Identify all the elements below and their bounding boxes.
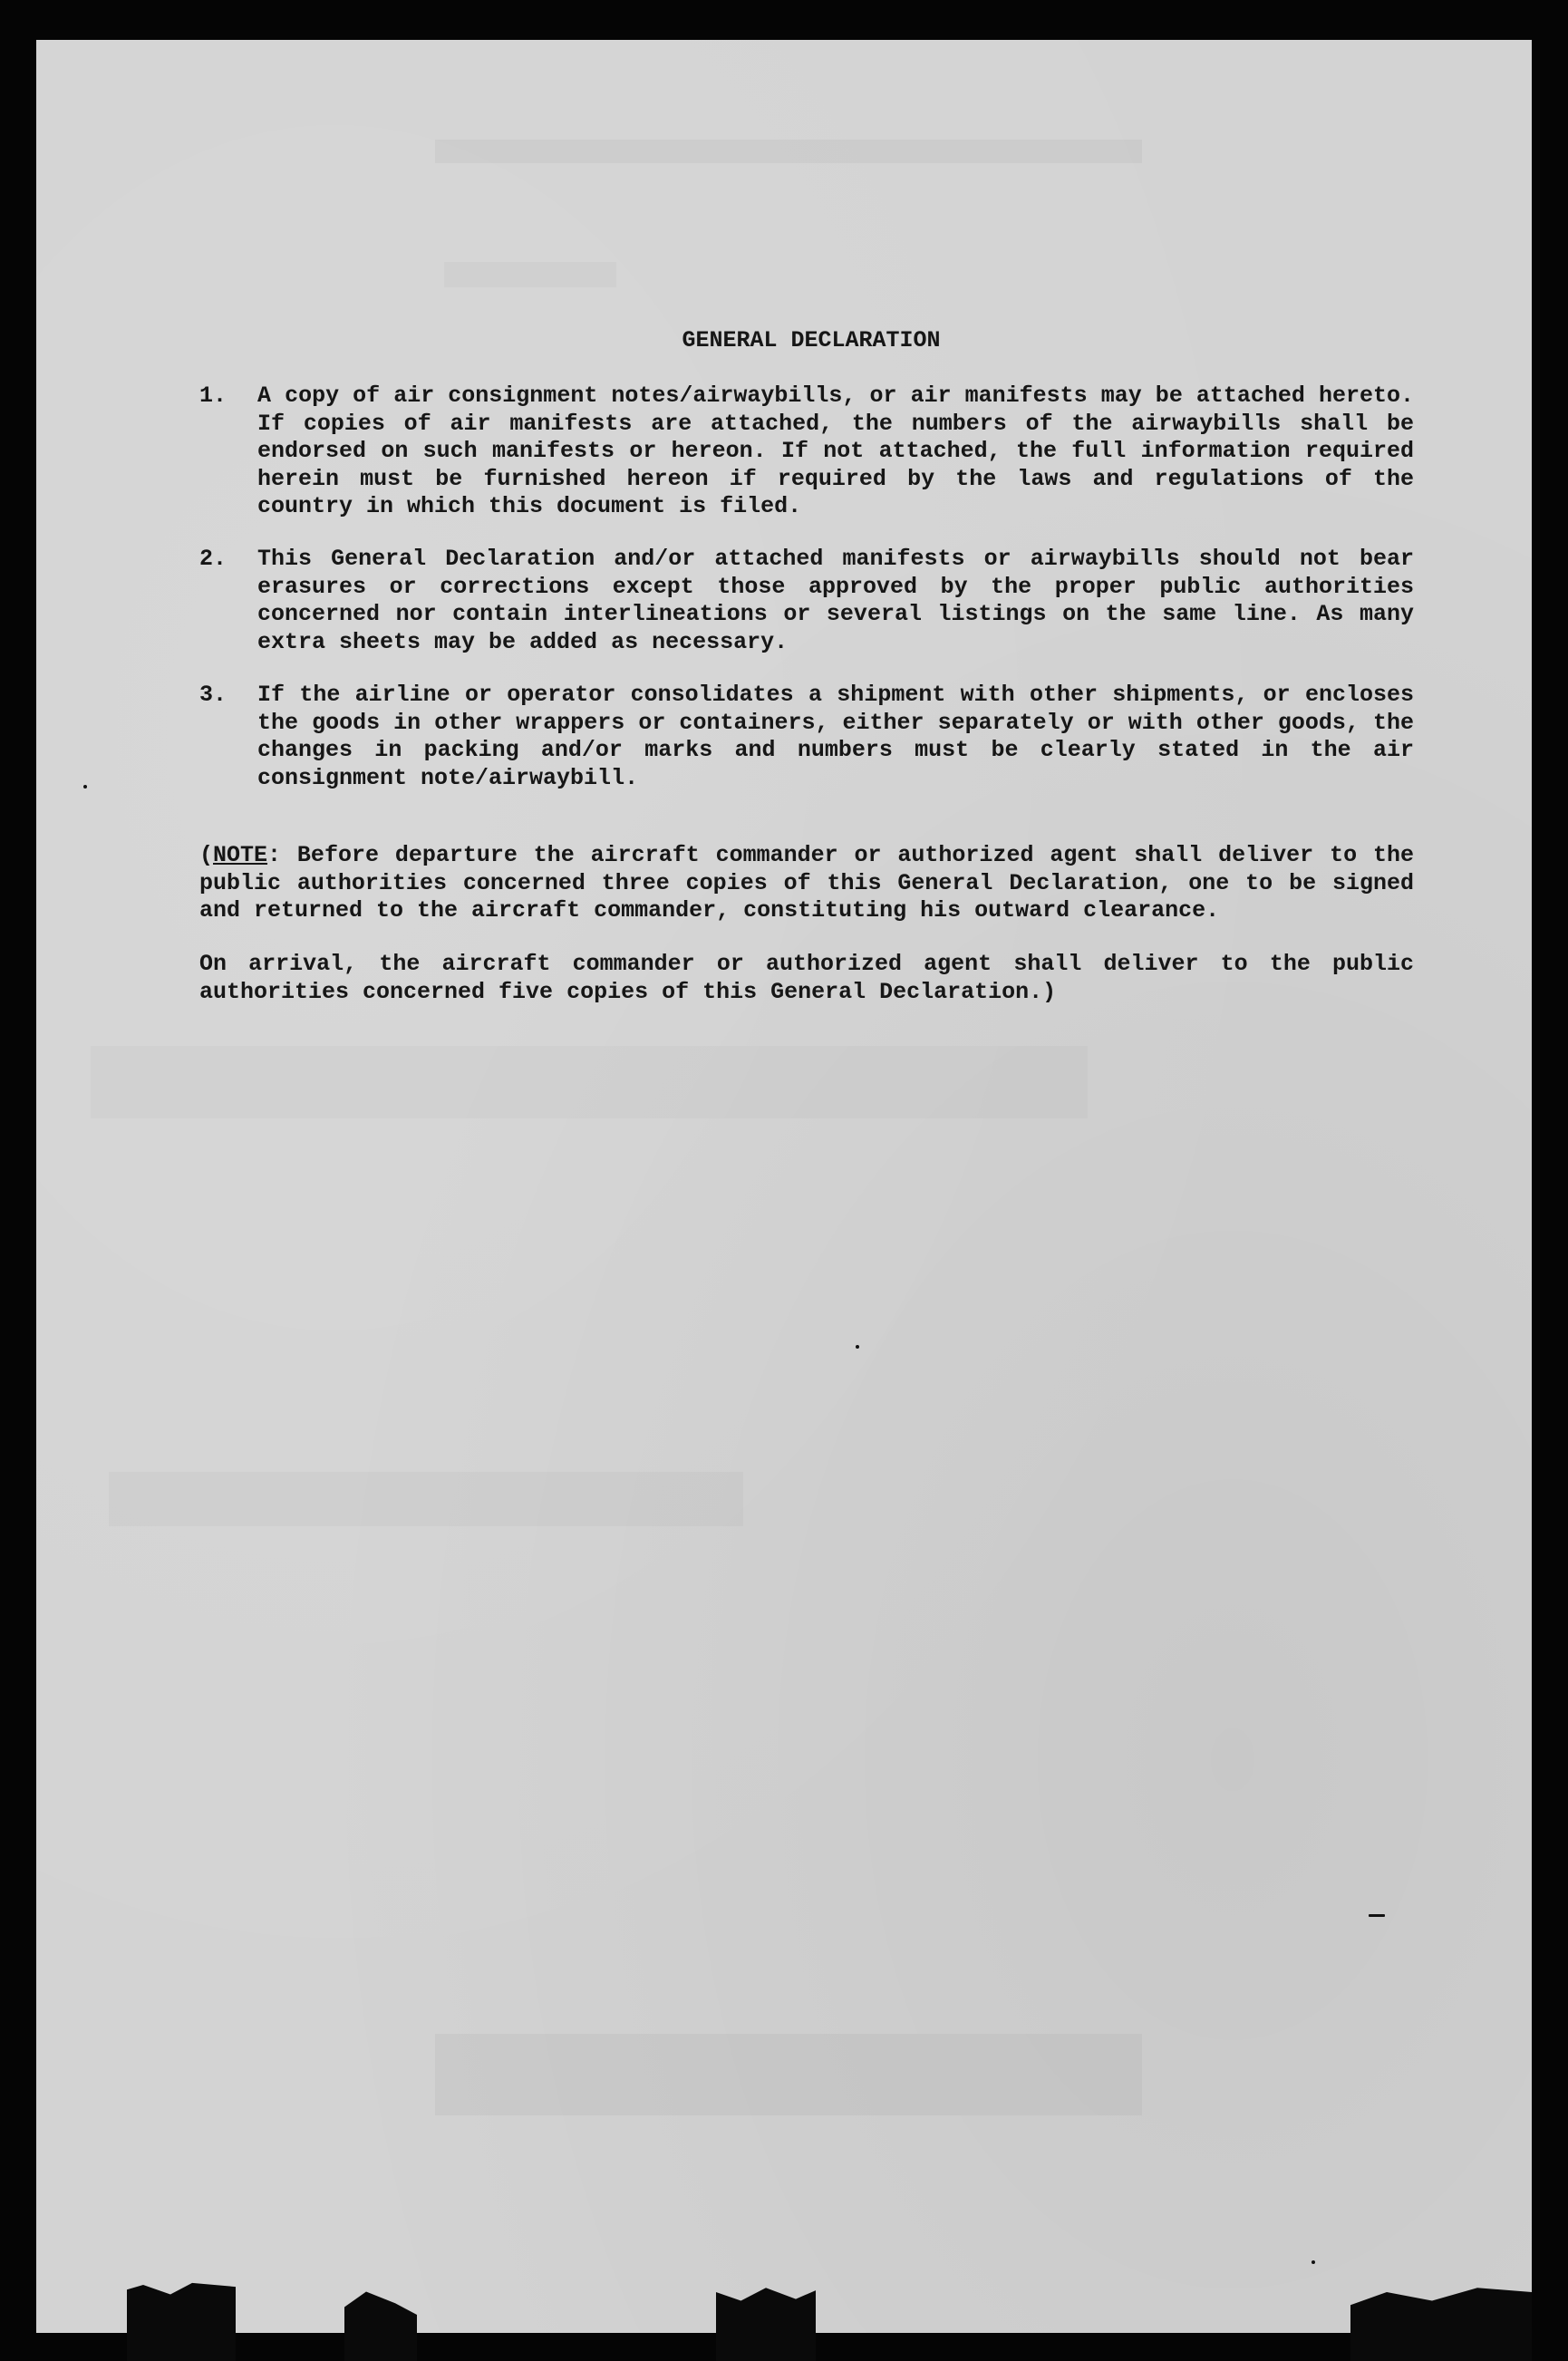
scan-speck bbox=[856, 1345, 859, 1349]
show-through-smudge bbox=[109, 1472, 743, 1526]
show-through-smudge bbox=[91, 1046, 1088, 1118]
show-through-smudge bbox=[435, 140, 1142, 163]
show-through-smudge bbox=[435, 2034, 1142, 2115]
item-text: This General Declaration and/or attached manifests or airwaybills should not bear erasures or corrections except those approved by the proper public authorities concerned nor contain interlineations or several listings on the same line. As many extra sheets may be added as necessary. bbox=[257, 546, 1414, 655]
note-label: NOTE bbox=[213, 842, 268, 868]
item-number: 3. bbox=[199, 682, 227, 708]
item-text: A copy of air consignment notes/airwaybills, or air manifests may be attached hereto. If copies of air manifests are attached, the numbers of the airwaybills shall be endorsed on such manifests or hereon. If not attached, the full information required herein must be furnished hereon if required by the laws and regulations of the country in which this document is filed. bbox=[257, 382, 1414, 519]
declaration-item-3 bbox=[199, 682, 1414, 792]
scan-speck bbox=[1369, 1914, 1385, 1917]
item-text: If the airline or operator consolidates a shipment with other shipments, or encloses the goods in other wrappers or containers, either separately or with other goods, the changes in packing and/or marks and numbers must be clearly stated in the air consignment note/airwaybill. bbox=[257, 682, 1414, 791]
note-paragraph bbox=[199, 842, 1414, 925]
document-title: GENERAL DECLARATION bbox=[682, 327, 941, 353]
declaration-item-1 bbox=[199, 382, 1414, 521]
document-page bbox=[36, 40, 1532, 2333]
scan-speck bbox=[1312, 2260, 1315, 2264]
item-number: 1. bbox=[199, 382, 227, 409]
note-open-paren: ( bbox=[199, 842, 214, 868]
item-number: 2. bbox=[199, 546, 227, 572]
show-through-smudge bbox=[444, 262, 616, 287]
scan-speck bbox=[83, 785, 87, 789]
declaration-item-2 bbox=[199, 546, 1414, 656]
arrival-paragraph: On arrival, the aircraft commander or authorized agent shall deliver to the public authorities concerned five copies of this General Declaration.) bbox=[199, 951, 1414, 1005]
note-text: : Before departure the aircraft commander or authorized agent shall deliver to the public authorities concerned three copies of this General Declaration, one to be signed and returned to the aircraft commander, constituting his outward clearance. bbox=[199, 842, 1414, 924]
